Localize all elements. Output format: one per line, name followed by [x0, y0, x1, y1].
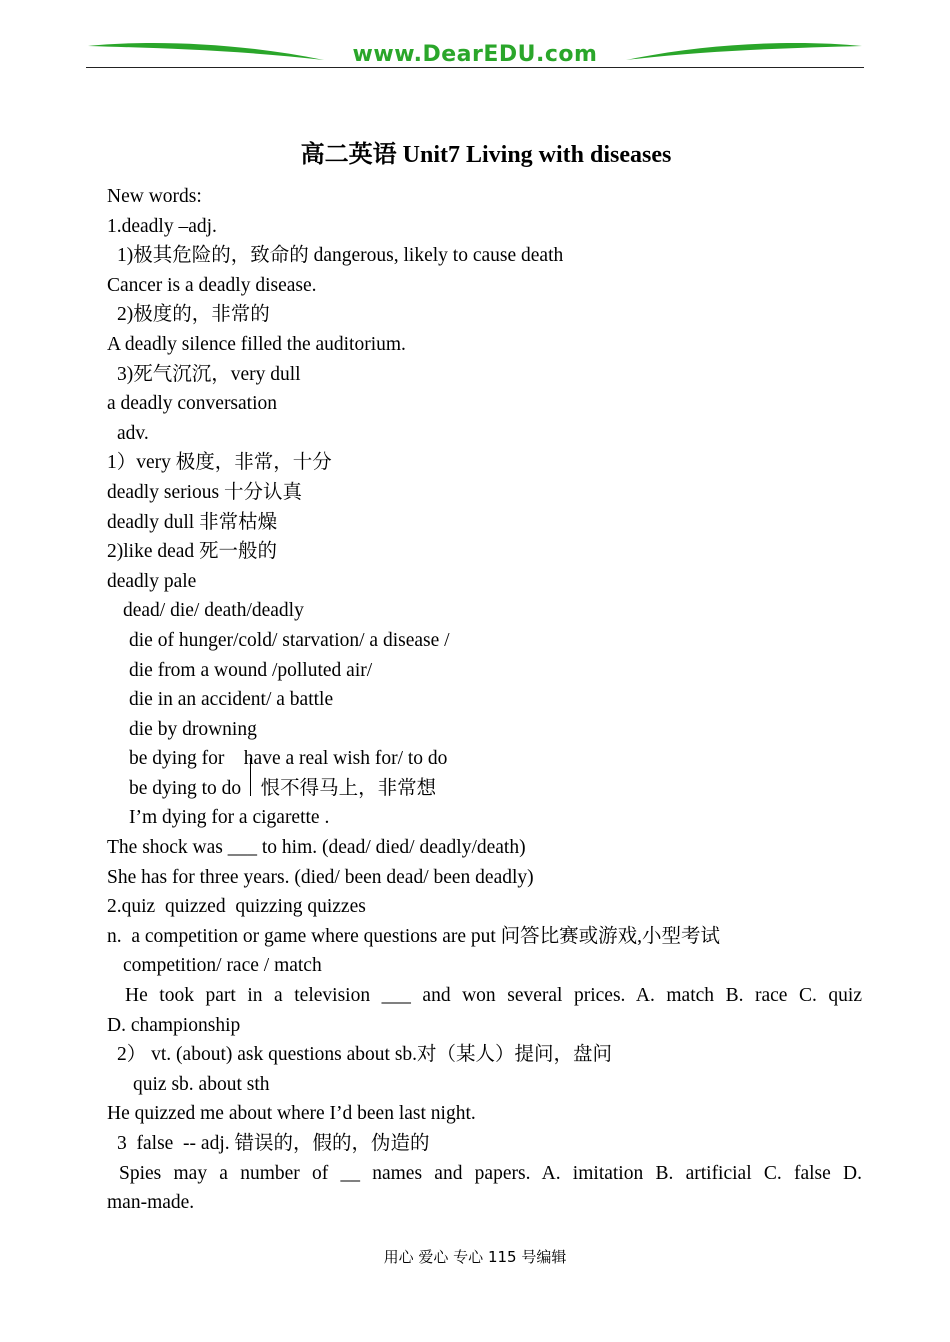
site-url[interactable]: www.DearEDU.com [352, 42, 598, 67]
text-line: 1.deadly –adj. [107, 215, 217, 237]
text-line: die of hunger/cold/ starvation/ a disease / [129, 629, 450, 651]
text-line: A deadly silence filled the auditorium. [107, 333, 406, 355]
text-line: 2.quiz quizzed quizzing quizzes [107, 896, 366, 918]
text-line: adv. [117, 422, 149, 444]
text-line: 2)like dead 死一般的 [107, 541, 278, 563]
text-line: man-made. [107, 1192, 195, 1214]
text-line: Cancer is a deadly disease. [107, 274, 317, 296]
text-line: n. a competition or game where questions are put 问答比赛或游戏,小型考试 [107, 925, 721, 947]
text-line: be dying for have a real wish for/ to do [129, 748, 448, 770]
text-line: Spies may a number of __ names and papers. A. imitation B. artificial C. false D. [119, 1162, 862, 1184]
text-line: The shock was ___ to him. (dead/ died/ deadly/death) [107, 837, 526, 859]
header-divider [86, 67, 864, 68]
site-header-banner [86, 38, 864, 72]
text-line: 3)死气沉沉，very dull [117, 363, 301, 385]
text-line: die from a wound /polluted air/ [129, 659, 373, 681]
text-line: He took part in a television ___ and won several prices. A. match B. race C. quiz [125, 985, 862, 1007]
text-line: quiz sb. about sth [133, 1073, 270, 1095]
text-line: D. championship [107, 1014, 241, 1036]
text-line: She has for three years. (died/ been dead/ been deadly) [107, 866, 534, 888]
text-line: He quizzed me about where I’d been last night. [107, 1103, 476, 1125]
text-line: I’m dying for a cigarette . [129, 807, 330, 829]
text-line: be dying to do 恨不得马上，非常想 [129, 777, 437, 799]
text-line: 2)极度的，非常的 [117, 304, 270, 326]
text-line: 1）very 极度，非常，十分 [107, 452, 332, 474]
text-line: die in an accident/ a battle [129, 689, 334, 711]
page-footer: 用心 爱心 专心 115 号编辑 [383, 1248, 567, 1266]
text-line: deadly dull 非常枯燥 [107, 511, 278, 533]
text-line: deadly pale [107, 570, 197, 592]
text-line: competition/ race / match [123, 955, 322, 977]
text-line: deadly serious 十分认真 [107, 481, 302, 503]
bracket-divider [250, 758, 251, 796]
text-line: dead/ die/ death/deadly [123, 600, 304, 622]
document-body [107, 182, 862, 1218]
text-line: 2） vt. (about) ask questions about sb.对（某人）提问，盘问 [117, 1044, 613, 1066]
text-line: New words: [107, 186, 202, 207]
text-line: die by drowning [129, 718, 257, 740]
text-line: a deadly conversation [107, 393, 278, 415]
page-title: 高二英语 Unit7 Living with diseases [300, 142, 672, 168]
text-line: 3 false -- adj. 错误的，假的，伪造的 [117, 1133, 430, 1154]
text-line: 1)极其危险的，致命的 dangerous, likely to cause death [117, 245, 564, 267]
